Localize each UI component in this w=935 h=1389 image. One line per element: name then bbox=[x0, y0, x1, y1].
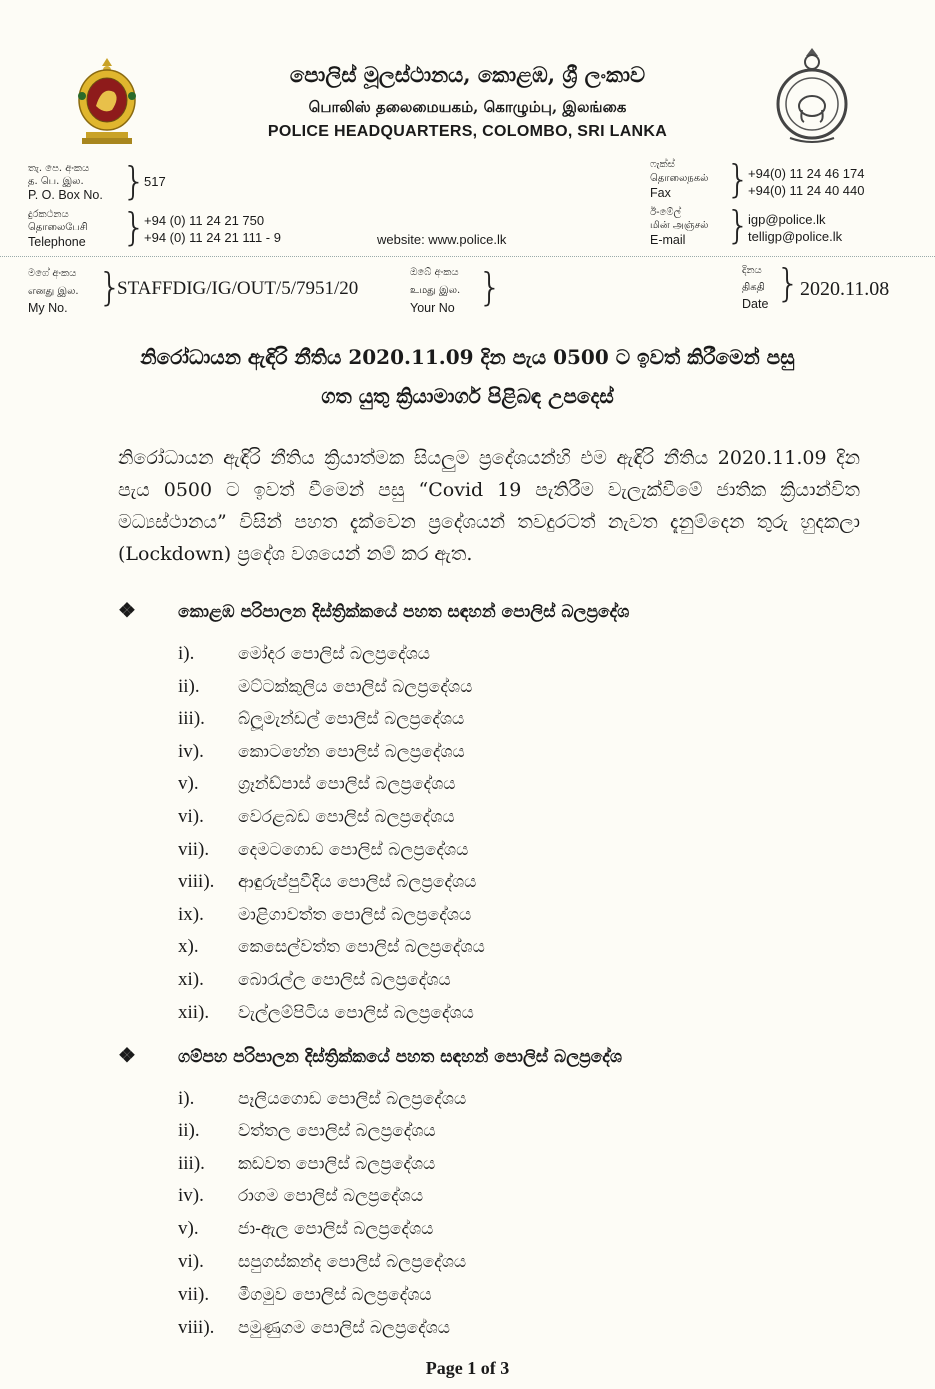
list-item: iv). කොටහේන පොලිස් බලප්‍රදේශය bbox=[178, 741, 465, 762]
your-no-label-en: Your No bbox=[410, 301, 455, 315]
telephone-value-2: +94 (0) 11 24 21 111 - 9 bbox=[144, 230, 281, 245]
section-title: කොළඹ පරිපාලන දිස්ත්‍රික්කයේ පහත සඳහන් පොලිස් බලප්‍රදේශ bbox=[178, 602, 630, 622]
list-item: ii). වත්තල පොලිස් බලප්‍රදේශය bbox=[178, 1120, 436, 1141]
title-sinhala: පොලිස් මූලස්ථානය, කොළඹ, ශ්‍රී ලංකාව bbox=[289, 62, 646, 87]
bullet-icon: ❖ bbox=[118, 598, 136, 622]
my-no-label-si: මගේ අංකය bbox=[28, 268, 77, 279]
list-item: vii). දෙමටගොඩ පොලිස් බලප්‍රදේශය bbox=[178, 839, 469, 860]
brace-your-no: } bbox=[478, 265, 503, 309]
website-link[interactable]: website: www.police.lk bbox=[377, 232, 507, 247]
po-box-label-en: P. O. Box No. bbox=[28, 188, 103, 202]
list-item: i). මෝදර පොලිස් බලප්‍රදේශය bbox=[178, 643, 431, 664]
my-no-label-en: My No. bbox=[28, 301, 68, 315]
list-item: xii). වැල්ලම්පිටිය පොලිස් බලප්‍රදේශය bbox=[178, 1002, 474, 1023]
fax-value-1: +94(0) 11 24 46 174 bbox=[748, 166, 865, 181]
date-label-si: දිනය bbox=[742, 265, 762, 276]
list-item: ii). මට්ටක්කුලිය පොලිස් බලප්‍රදේශය bbox=[178, 676, 473, 697]
date-value: 2020.11.08 bbox=[800, 278, 890, 300]
list-item: viii). පමුණුගම පොලිස් බලප්‍රදේශය bbox=[178, 1317, 451, 1338]
title-english: POLICE HEADQUARTERS, COLOMBO, SRI LANKA bbox=[267, 123, 668, 140]
po-box-label-si: තැ. පෙ. අංකය bbox=[28, 163, 90, 174]
your-no-label-si: ඔබේ අංකය bbox=[410, 267, 459, 278]
heading-line-1: නිරෝධායන ඇඳිරි නීතිය 2020.11.09 දින පැය 0500 ට ඉවත් කිරීමෙන් පසු bbox=[140, 345, 795, 369]
email-value-1[interactable]: igp@police.lk bbox=[748, 212, 826, 227]
brace-po: } bbox=[122, 159, 147, 203]
title-tamil: பொலிஸ் தலைமையகம், கொழும்பு, இலங்கை bbox=[308, 98, 627, 116]
date-label-ta: திகதி bbox=[742, 282, 765, 293]
list-item: iv). රාගම පොලිස් බලප්‍රදේශය bbox=[178, 1185, 424, 1206]
page-number: Page 1 of 3 bbox=[425, 1358, 510, 1378]
telephone-label-si: දුරකථනය bbox=[28, 209, 69, 220]
my-no-label-ta: எனது இல. bbox=[28, 286, 79, 297]
header-divider bbox=[0, 256, 935, 257]
list-item: vi). වෙරළබඩ පොලිස් බලප්‍රදේශය bbox=[178, 806, 455, 827]
heading-line-2: ගත යුතු ක්‍රියාමාර්ග පිළිබඳ උපදෙස් bbox=[321, 384, 614, 408]
list-item: i). පෑලියගොඩ පොලිස් බලප්‍රදේශය bbox=[178, 1088, 467, 1109]
email-label-en: E-mail bbox=[650, 233, 686, 247]
list-item: ix). මාළිගාවත්ත පොලිස් බලප්‍රදේශය bbox=[178, 904, 472, 925]
your-no-label-ta: உமது இல. bbox=[410, 285, 461, 296]
list-item: xi). බොරැල්ල පොලිස් බලප්‍රදේශය bbox=[178, 969, 451, 990]
list-item: iii). කඩවත පොලිස් බලප්‍රදේශය bbox=[178, 1153, 436, 1174]
brace-date: } bbox=[776, 261, 801, 305]
bullet-icon: ❖ bbox=[118, 1043, 136, 1067]
po-box-label-ta: த. பெ. இல. bbox=[28, 176, 84, 187]
intro-paragraph: නිරෝධායන ඇඳිරි නීතිය ක්‍රියාත්මක සියලුම ප්‍රදේශයන්හි එම ඇඳිරි නීතිය 2020.11.09 දින පැය 0500 ට ඉවත් වීමෙන් පසු “Covid 19 පැතිරීම වැලැක්වීමේ ජාතික ක්‍රියාන්විත මධ්‍යස්ථානය” විසින් පහත දැක්වෙන ප්‍රදේශයන් තවදුරටත් නැවත දැනුම්දෙන තුරු හුදකලා (Lockdown) ප්‍රදේශ වශයෙන් නම් කර ඇත. bbox=[118, 447, 860, 565]
fax-label-en: Fax bbox=[650, 186, 671, 200]
fax-label-si: ෆැක්ස් bbox=[650, 159, 675, 170]
section-colombo-heading bbox=[118, 598, 629, 622]
brace-fax: } bbox=[726, 157, 751, 201]
brace-email: } bbox=[726, 203, 751, 247]
brace-my-no: } bbox=[98, 265, 123, 309]
list-item: iii). බ්ලූමැන්ඩල් පොලිස් බලප්‍රදේශය bbox=[178, 708, 465, 729]
section-gampaha-heading bbox=[118, 1043, 622, 1067]
list-item: v). ග්‍රෑන්ඩ්පාස් පොලිස් බලප්‍රදේශය bbox=[178, 773, 456, 794]
list-item: vi). සපුගස්කන්ද පොලිස් බලප්‍රදේශය bbox=[178, 1251, 467, 1272]
fax-label-ta: தொலைநகல் bbox=[650, 173, 709, 184]
email-label-ta: மின் அஞ்சல் bbox=[650, 220, 709, 231]
telephone-label-ta: தொலைபேசி bbox=[28, 222, 88, 233]
list-item: viii). ආඳුරුප්පුවීදිය පොලිස් බලප්‍රදේශය bbox=[178, 871, 477, 892]
email-label-si: ඊ-මේල් bbox=[650, 207, 682, 218]
list-item: x). කෙසෙල්වත්ත පොලිස් බලප්‍රදේශය bbox=[178, 936, 485, 957]
fax-value-2: +94(0) 11 24 40 440 bbox=[748, 183, 865, 198]
my-no-value: STAFFDIG/IG/OUT/5/7951/20 bbox=[117, 278, 359, 299]
telephone-value-1: +94 (0) 11 24 21 750 bbox=[144, 213, 265, 228]
list-item: vii). මීගමුව පොලිස් බලප්‍රදේශය bbox=[178, 1284, 432, 1305]
date-label-en: Date bbox=[742, 297, 769, 311]
section-title: ගම්පහ පරිපාලන දිස්ත්‍රික්කයේ පහත සඳහන් පොලිස් බලප්‍රදේශ bbox=[178, 1047, 622, 1067]
list-item: v). ජා-ඇල පොලිස් බලප්‍රදේශය bbox=[178, 1218, 434, 1239]
telephone-label-en: Telephone bbox=[28, 235, 86, 249]
po-box-value: 517 bbox=[144, 174, 166, 189]
email-value-2[interactable]: telligp@police.lk bbox=[748, 229, 843, 244]
brace-tel: } bbox=[122, 205, 147, 249]
